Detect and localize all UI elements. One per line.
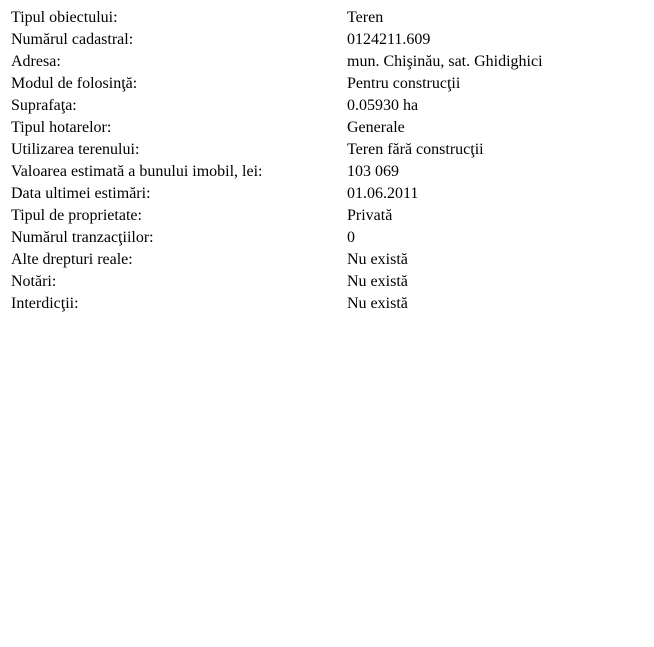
row-value: 0 <box>347 229 355 246</box>
row-value: Nu există <box>347 273 408 290</box>
property-row-usage-mode <box>11 73 641 95</box>
property-row-address <box>11 51 641 73</box>
row-label: Notări: <box>11 273 57 290</box>
property-row-object-type <box>11 7 641 29</box>
row-label: Suprafaţa: <box>11 97 77 114</box>
row-value: 01.06.2011 <box>347 185 419 202</box>
row-label: Data ultimei estimări: <box>11 185 151 202</box>
row-value: Teren fără construcţii <box>347 141 484 158</box>
property-row-ownership-type <box>11 205 641 227</box>
row-value: Teren <box>347 9 384 26</box>
row-value: 103 069 <box>347 163 399 180</box>
row-value: Pentru construcţii <box>347 75 461 92</box>
row-label: Tipul hotarelor: <box>11 119 112 136</box>
row-value: Nu există <box>347 251 408 268</box>
row-value: 0124211.609 <box>347 31 431 48</box>
property-row-estimated-value <box>11 161 641 183</box>
property-details-table <box>11 7 641 315</box>
property-row-area <box>11 95 641 117</box>
property-row-notes <box>11 271 641 293</box>
property-row-restrictions <box>11 293 641 315</box>
row-value: Privată <box>347 207 393 224</box>
row-label: Tipul obiectului: <box>11 9 118 26</box>
row-label: Alte drepturi reale: <box>11 251 133 268</box>
property-row-transaction-count <box>11 227 641 249</box>
row-value: Generale <box>347 119 405 136</box>
row-value: Nu există <box>347 295 408 312</box>
property-row-last-estimate-date <box>11 183 641 205</box>
row-label: Valoarea estimată a bunului imobil, lei: <box>11 163 263 180</box>
row-label: Tipul de proprietate: <box>11 207 142 224</box>
property-row-cadastral-number <box>11 29 641 51</box>
row-label: Adresa: <box>11 53 61 70</box>
property-row-other-rights <box>11 249 641 271</box>
row-label: Numărul cadastral: <box>11 31 134 48</box>
row-label: Interdicţii: <box>11 295 79 312</box>
row-label: Utilizarea terenului: <box>11 141 140 158</box>
property-row-boundary-type <box>11 117 641 139</box>
row-label: Numărul tranzacţiilor: <box>11 229 154 246</box>
property-row-land-use <box>11 139 641 161</box>
row-value: 0.05930 ha <box>347 97 419 114</box>
row-label: Modul de folosinţă: <box>11 75 138 92</box>
row-value: mun. Chişinău, sat. Ghidighici <box>347 53 543 70</box>
